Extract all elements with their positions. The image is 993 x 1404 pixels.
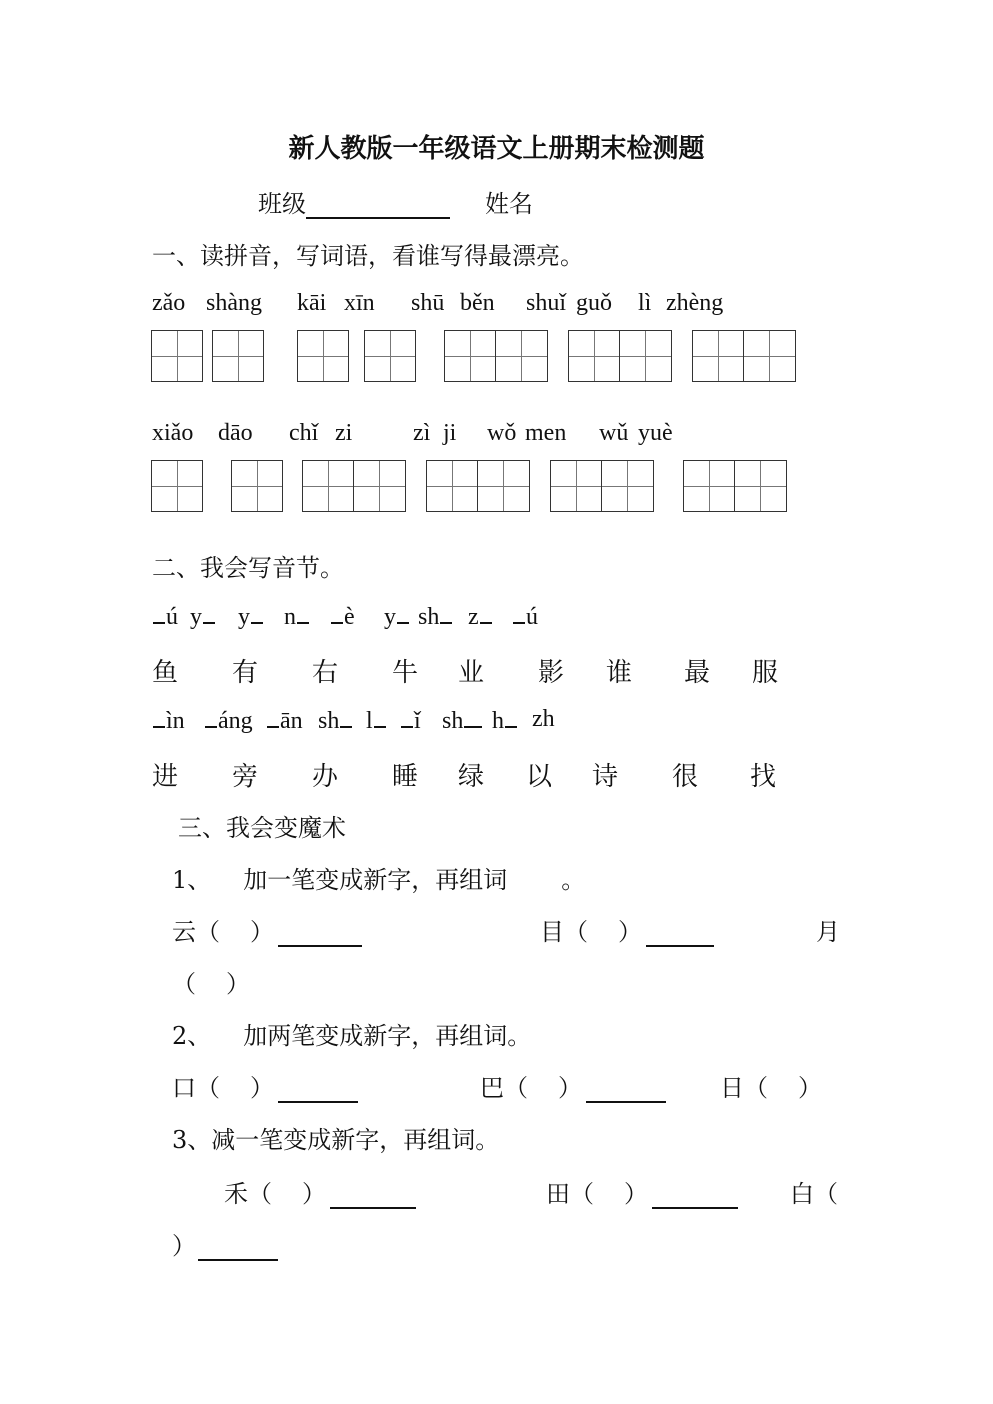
close-paren: ）: [250, 1074, 274, 1102]
page-title: 新人教版一年级语文上册期末检测题: [288, 134, 705, 164]
hanzi: 绿: [458, 762, 485, 792]
pinyin: běn: [460, 290, 495, 316]
word-blank[interactable]: [198, 1233, 278, 1261]
q1-text: 加一笔变成新字，再组词: [243, 866, 508, 894]
q2-item: [480, 1068, 666, 1103]
tian-cell[interactable]: [212, 330, 264, 382]
q2-text: 加两笔变成新字，再组词。: [243, 1022, 532, 1050]
syllable-fragment: z: [468, 604, 479, 630]
pinyin: ji: [443, 420, 457, 446]
tian-cell[interactable]: [444, 330, 496, 382]
base-char: 云: [172, 918, 196, 946]
syllable-fragment: l: [366, 708, 373, 734]
tian-cell[interactable]: [602, 460, 654, 512]
open-paren: （: [248, 1180, 272, 1208]
pinyin: wǔ: [599, 420, 629, 446]
writing-grid[interactable]: [692, 330, 796, 382]
pinyin: dāo: [218, 420, 253, 446]
open-paren: （: [196, 918, 220, 946]
tian-cell[interactable]: [302, 460, 354, 512]
syllable-fragment: ǐ: [414, 708, 421, 734]
tian-cell[interactable]: [478, 460, 530, 512]
writing-grid[interactable]: [151, 330, 203, 382]
pinyin: guǒ: [576, 290, 612, 316]
open-paren: （: [564, 918, 588, 946]
pinyin: zì: [413, 420, 431, 446]
section1-heading: 一、读拼音，写词语，看谁写得最漂亮。: [152, 242, 584, 270]
base-char: 禾: [224, 1180, 248, 1208]
syllable-fragment: sh: [318, 708, 340, 734]
open-paren: （: [504, 1074, 528, 1102]
q2-number: 2、: [172, 1022, 212, 1050]
class-blank[interactable]: [306, 191, 450, 219]
class-label: 班级: [258, 190, 306, 218]
tian-cell[interactable]: [692, 330, 744, 382]
hanzi: 很: [672, 762, 699, 792]
pinyin: xiǎo: [152, 420, 194, 446]
syllable-fragment: ān: [280, 708, 303, 734]
tian-cell[interactable]: [496, 330, 548, 382]
pinyin: zǎo: [152, 290, 186, 316]
base-char: 目: [540, 918, 564, 946]
hanzi: 旁: [232, 762, 259, 792]
close-paren: ）: [172, 1232, 196, 1260]
close-paren: ）: [558, 1074, 582, 1102]
syllable-fragment: è: [344, 604, 355, 630]
hanzi: 最: [684, 658, 711, 688]
writing-grid[interactable]: [683, 460, 787, 512]
syllable-blank[interactable]: [267, 706, 279, 728]
writing-grid[interactable]: [212, 330, 264, 382]
syllable-blank[interactable]: [153, 602, 165, 624]
tian-cell[interactable]: [620, 330, 672, 382]
pinyin: lì: [638, 290, 652, 316]
writing-grid[interactable]: [231, 460, 283, 512]
word-blank[interactable]: [646, 919, 714, 947]
syllable-blank[interactable]: [440, 602, 452, 624]
close-paren: ）: [250, 918, 274, 946]
writing-grid[interactable]: [444, 330, 548, 382]
syllable-blank[interactable]: [397, 602, 409, 624]
q3-item: [790, 1174, 838, 1209]
word-blank[interactable]: [278, 1075, 358, 1103]
pinyin: shàng: [206, 290, 262, 316]
syllable-fragment: sh: [442, 708, 464, 734]
hanzi: 牛: [392, 658, 419, 688]
tian-cell[interactable]: [735, 460, 787, 512]
tian-cell[interactable]: [354, 460, 406, 512]
syllable-blank[interactable]: [251, 602, 263, 624]
pinyin: men: [525, 420, 567, 446]
char-row-1: [152, 652, 852, 686]
base-char: 日: [720, 1074, 744, 1102]
writing-grid[interactable]: [151, 460, 203, 512]
syllable-blank[interactable]: [297, 602, 309, 624]
open-paren: （: [570, 1180, 594, 1208]
pinyin: xīn: [344, 290, 375, 316]
syllable-fragment: n: [284, 604, 296, 630]
syllable-fragment: h: [492, 708, 504, 734]
class-field: [258, 184, 450, 219]
section3-heading: 三、我会变魔术: [178, 814, 346, 842]
q3-item: [546, 1174, 738, 1209]
tian-cell[interactable]: [297, 330, 349, 382]
hanzi: 进: [152, 762, 179, 792]
syllable-blank[interactable]: [205, 706, 217, 728]
syllable-blank[interactable]: [464, 706, 482, 728]
q1-item: [172, 912, 362, 947]
tian-cell[interactable]: [744, 330, 796, 382]
q2-item: [720, 1068, 822, 1103]
hanzi: 找: [750, 762, 777, 792]
q3-item: [224, 1174, 416, 1209]
syllable-blank[interactable]: [331, 602, 343, 624]
q2-item: [172, 1068, 358, 1103]
q2-prompt: [172, 1016, 531, 1051]
tian-cell[interactable]: [683, 460, 735, 512]
syllable-fragment: y: [384, 604, 396, 630]
close-paren: ）: [798, 1074, 822, 1102]
name-label: 姓名: [485, 190, 533, 218]
close-paren: ）: [302, 1180, 326, 1208]
close-paren: ）: [618, 918, 642, 946]
pinyin: zhèng: [666, 290, 724, 316]
syllable-fragment: ìn: [166, 708, 185, 734]
open-paren: （: [172, 970, 196, 998]
syllable-fragment: sh: [418, 604, 440, 630]
syllable-fragment: ú: [526, 604, 538, 630]
q3-text: 减一笔变成新字，再组词。: [211, 1126, 500, 1154]
q1-prompt: [172, 860, 585, 895]
pinyin: chǐ: [289, 420, 319, 446]
close-paren: ）: [226, 970, 250, 998]
writing-grid[interactable]: [568, 330, 672, 382]
pinyin: shū: [411, 290, 445, 316]
tian-cell[interactable]: [231, 460, 283, 512]
tian-cell[interactable]: [426, 460, 478, 512]
tian-cell[interactable]: [151, 460, 203, 512]
open-paren: （: [814, 1180, 838, 1208]
syllable-blank[interactable]: [513, 602, 525, 624]
hanzi: 鱼: [152, 658, 179, 688]
wrapped-paren: [172, 1226, 278, 1261]
word-blank[interactable]: [330, 1181, 416, 1209]
writing-grid[interactable]: [550, 460, 654, 512]
word-blank[interactable]: [652, 1181, 738, 1209]
hanzi: 谁: [606, 658, 633, 688]
pinyin: yuè: [638, 420, 673, 446]
pinyin: shuǐ: [526, 290, 567, 316]
syllable-row-1: [152, 602, 852, 632]
tian-cell[interactable]: [151, 330, 203, 382]
tian-cell[interactable]: [568, 330, 620, 382]
q3-prompt: [172, 1120, 499, 1155]
q1-number: 1、: [172, 866, 212, 894]
close-paren: ）: [624, 1180, 648, 1208]
syllable-blank[interactable]: [480, 602, 492, 624]
syllable-fragment: ú: [166, 604, 178, 630]
syllable-blank[interactable]: [340, 706, 352, 728]
open-paren: （: [196, 1074, 220, 1102]
syllable-blank[interactable]: [374, 706, 386, 728]
writing-grid[interactable]: [426, 460, 530, 512]
hanzi: 影: [538, 658, 565, 688]
base-char: 白: [790, 1180, 814, 1208]
writing-grid[interactable]: [302, 460, 406, 512]
q1-item: [540, 912, 714, 947]
syllable-fragment: áng: [218, 708, 253, 734]
syllable-blank[interactable]: [203, 602, 215, 624]
syllable-row-2: [152, 706, 852, 736]
hanzi: 服: [752, 658, 779, 688]
writing-grid[interactable]: [364, 330, 416, 382]
writing-grid[interactable]: [297, 330, 349, 382]
base-char: 田: [546, 1180, 570, 1208]
hanzi: 业: [458, 658, 485, 688]
tian-cell[interactable]: [364, 330, 416, 382]
word-blank[interactable]: [586, 1075, 666, 1103]
char-row-2: [152, 756, 852, 790]
wrapped-paren: [172, 964, 250, 999]
pinyin: zi: [335, 420, 353, 446]
base-char: 月: [816, 918, 840, 946]
hanzi: 右: [312, 658, 339, 688]
base-char: 口: [172, 1074, 196, 1102]
syllable-blank[interactable]: [153, 706, 165, 728]
syllable-blank[interactable]: [401, 706, 413, 728]
syllable-fragment: y: [190, 604, 202, 630]
q1-end: 。: [561, 866, 586, 894]
word-blank[interactable]: [278, 919, 362, 947]
base-char: 巴: [480, 1074, 504, 1102]
pinyin: kāi: [297, 290, 327, 316]
hanzi: 有: [232, 658, 259, 688]
pinyin: wǒ: [487, 420, 517, 446]
tian-cell[interactable]: [550, 460, 602, 512]
open-paren: （: [744, 1074, 768, 1102]
q3-number: 3、: [172, 1126, 212, 1154]
syllable-fragment: zh: [532, 706, 555, 732]
hanzi: 办: [312, 762, 339, 792]
syllable-blank[interactable]: [505, 706, 517, 728]
hanzi: 诗: [592, 762, 619, 792]
hanzi: 睡: [392, 762, 419, 792]
section2-heading: 二、我会写音节。: [152, 554, 344, 582]
hanzi: 以: [526, 762, 553, 792]
syllable-fragment: y: [238, 604, 250, 630]
